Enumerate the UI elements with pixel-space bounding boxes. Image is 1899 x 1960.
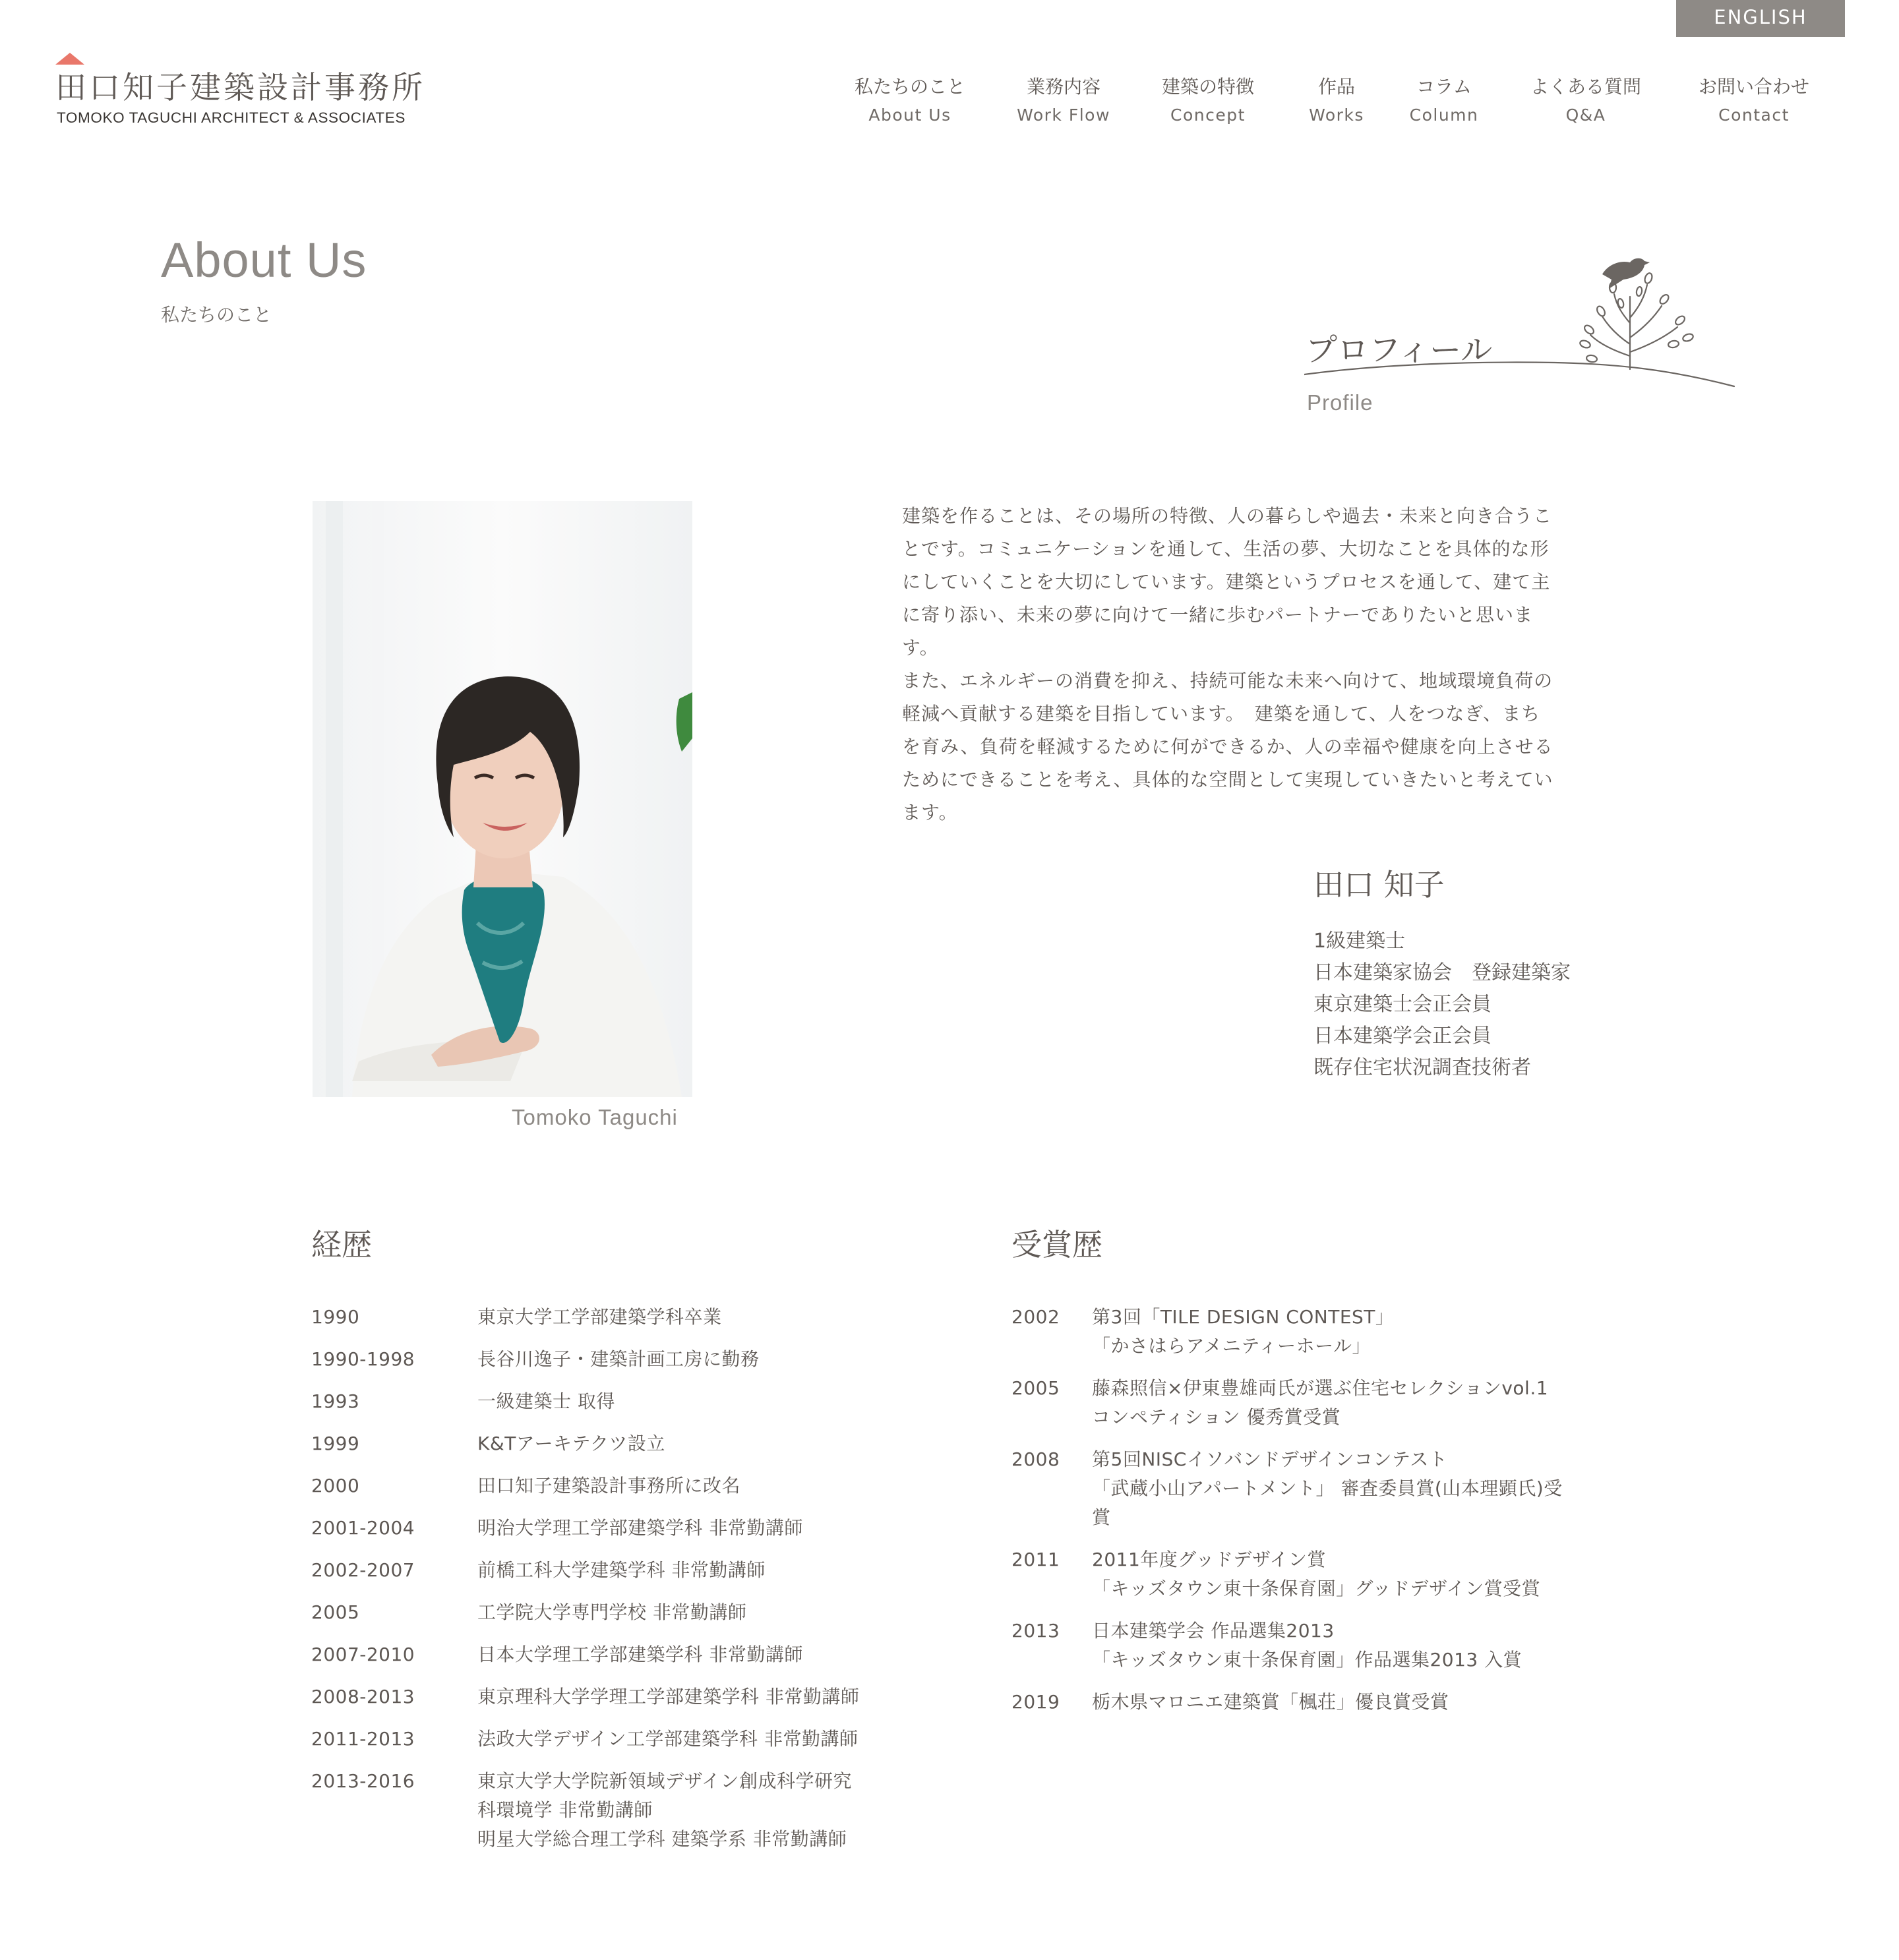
nav-item-contact[interactable] [1688, 73, 1820, 125]
career-text: 一級建築士 取得 [477, 1390, 615, 1412]
credential-item: 既存住宅状況調査技術者 [1313, 1056, 1531, 1079]
career-year: 2001-2004 [311, 1517, 415, 1539]
award-text: 2011年度グッドデザイン賞 [1092, 1549, 1326, 1570]
nav-item-concept[interactable] [1155, 73, 1261, 125]
career-text: 東京理科大学学理工学部建築学科 非常勤講師 [477, 1686, 860, 1708]
intro-line: 軽減へ貢献する建築を目指しています。 建築を通して、人をつなぎ、まち [902, 703, 1541, 725]
nav-label-en: Column [1409, 105, 1479, 125]
nav-label-en: About Us [868, 105, 951, 125]
award-text: 日本建築学会 作品選集2013 [1092, 1620, 1335, 1642]
career-year: 2002-2007 [311, 1559, 415, 1581]
page-subtitle: 私たちのこと [161, 304, 272, 326]
profile-heading-en: Profile [1307, 390, 1373, 415]
nav-item-column[interactable] [1404, 73, 1484, 125]
career-year: 2013-2016 [311, 1770, 415, 1792]
credential-item: 東京建築士会正会員 [1313, 993, 1492, 1016]
profile-heading: プロフィール [1306, 332, 1493, 369]
credential-item: 日本建築家協会 登録建築家 [1313, 961, 1571, 984]
photo-caption: Tomoko Taguchi [512, 1105, 678, 1129]
logo-english-text: TOMOKO TAGUCHI ARCHITECT & ASSOCIATES [57, 109, 406, 126]
career-year: 1999 [311, 1433, 360, 1454]
page-title: About Us [161, 233, 367, 287]
career-text: 長谷川逸子・建築計画工房に勤務 [477, 1348, 760, 1370]
award-text: 第3回「TILE DESIGN CONTEST」 [1092, 1306, 1395, 1328]
award-year: 2019 [1011, 1691, 1060, 1713]
award-text: 「キッズタウン東十条保育園」グッドデザイン賞受賞 [1092, 1578, 1541, 1599]
intro-line: に寄り添い、未来の夢に向けて一緒に歩むパートナーでありたいと思いま [902, 604, 1534, 626]
architect-name: 田口 知子 [1313, 867, 1445, 903]
nav-item-works[interactable] [1300, 73, 1373, 125]
award-text: 「武蔵小山アパートメント」 審査委員賞(山本理顕氏)受 [1092, 1477, 1563, 1499]
career-year: 2011-2013 [311, 1728, 415, 1750]
career-text: 田口知子建築設計事務所に改名 [477, 1475, 741, 1497]
nav-item-qa[interactable] [1523, 73, 1648, 125]
career-year: 2000 [311, 1475, 360, 1497]
credentials-list [1313, 926, 1571, 1084]
career-text: 東京大学大学院新領域デザイン創成科学研究 [477, 1770, 853, 1792]
credential-item: 1級建築士 [1313, 930, 1406, 953]
intro-line: ます。 [902, 802, 958, 823]
career-text: 明星大学総合理工学科 建築学系 非常勤講師 [477, 1828, 847, 1850]
intro-line: ためにできることを考え、具体的な空間として実現していきたいと考えてい [902, 769, 1553, 790]
career-year: 2008-2013 [311, 1686, 415, 1708]
career-text: 日本大学理工学部建築学科 非常勤講師 [477, 1644, 803, 1665]
award-text: 第5回NISCイソバンドデザインコンテスト [1092, 1448, 1448, 1470]
award-year: 2013 [1011, 1620, 1060, 1642]
career-year: 1993 [311, 1390, 360, 1412]
english-language-button[interactable]: ENGLISH [1676, 0, 1845, 37]
nav-label-jp: 建築の特徴 [1161, 76, 1254, 98]
nav-label-jp: 業務内容 [1026, 76, 1100, 98]
career-text: 法政大学デザイン工学部建築学科 非常勤講師 [477, 1728, 859, 1750]
career-year: 2007-2010 [311, 1644, 415, 1665]
career-text: 工学院大学専門学校 非常勤講師 [477, 1601, 747, 1623]
intro-line: す。 [902, 637, 939, 659]
credential-item: 日本建築学会正会員 [1313, 1025, 1492, 1048]
nav-item-workflow[interactable] [1008, 73, 1120, 125]
career-year: 1990-1998 [311, 1348, 415, 1370]
career-text: 前橋工科大学建築学科 非常勤講師 [477, 1559, 766, 1581]
nav-label-en: Q&A [1565, 105, 1606, 125]
career-text: 東京大学工学部建築学科卒業 [477, 1306, 722, 1328]
portrait-photo [313, 501, 692, 1097]
award-year: 2005 [1011, 1377, 1060, 1399]
career-year: 1990 [311, 1306, 360, 1328]
award-year: 2002 [1011, 1306, 1060, 1328]
nav-label-jp: お問い合わせ [1698, 76, 1809, 98]
award-text: 藤森照信×伊東豊雄両氏が選ぶ住宅セレクションvol.1 [1092, 1377, 1549, 1399]
nav-label-jp: コラム [1416, 76, 1472, 98]
award-year: 2011 [1011, 1549, 1060, 1570]
intro-line: にしていくことを大切にしています。建築というプロセスを通して、建て主 [902, 571, 1551, 593]
award-text: 「かさはらアメニティーホール」 [1092, 1335, 1372, 1357]
nav-label-en: Work Flow [1017, 105, 1110, 125]
award-text: コンペティション 優秀賞受賞 [1092, 1406, 1341, 1428]
nav-label-jp: よくある質問 [1530, 76, 1641, 98]
intro-line: を育み、負荷を軽減するために何ができるか、人の幸福や健康を向上させる [902, 736, 1553, 757]
site-logo[interactable] [55, 53, 451, 132]
intro-line: 建築を作ることは、その場所の特徴、人の暮らしや過去・未来と向き合うこ [902, 505, 1553, 527]
career-section-title: 経歴 [311, 1227, 372, 1262]
career-year: 2005 [311, 1601, 360, 1623]
award-text: 賞 [1092, 1506, 1111, 1528]
intro-line: また、エネルギーの消費を抑え、持続可能な未来へ向けて、地域環境負荷の [902, 670, 1553, 692]
intro-line: とです。コミュニケーションを通して、生活の夢、大切なことを具体的な形 [902, 538, 1550, 560]
career-text: 明治大学理工学部建築学科 非常勤講師 [477, 1517, 803, 1539]
logo-japanese-text: 田口知子建築設計事務所 [55, 70, 425, 106]
awards-section-title: 受賞歴 [1011, 1227, 1102, 1262]
nav-label-en: Contact [1718, 105, 1790, 125]
career-text: 科環境学 非常勤講師 [477, 1799, 653, 1821]
career-text: K&Tアーキテクツ設立 [477, 1433, 665, 1454]
award-text: 「キッズタウン東十条保育園」作品選集2013 入賞 [1092, 1649, 1522, 1671]
award-text: 栃木県マロニエ建築賞「楓荘」優良賞受賞 [1092, 1691, 1449, 1713]
nav-label-jp: 作品 [1317, 76, 1355, 98]
nav-label-jp: 私たちのこと [854, 76, 965, 98]
nav-label-en: Concept [1170, 105, 1246, 125]
nav-item-about[interactable] [844, 73, 976, 125]
award-year: 2008 [1011, 1448, 1060, 1470]
profile-intro-text [902, 500, 1569, 829]
nav-label-en: Works [1309, 105, 1364, 125]
